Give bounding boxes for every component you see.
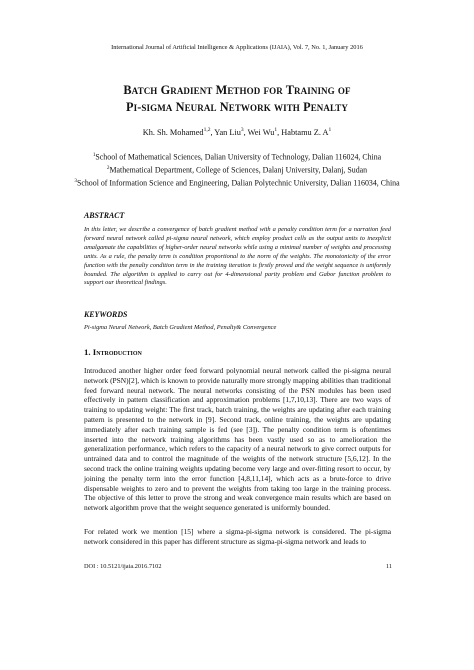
abstract-text: In this letter, we describe a convergence of batch gradient method with a penalty condition term for a narration feed forward neural network called pi-sigma neural network, which employ product cells as the output units to inexplicit amalgamate the capabilities of higher-order neural networks while using a minimal number of weights and processing units. As a rule, the penalty term is condition proportional to the norm of the weights. The monotonicity of the error function with the penalty condition term in the training iteration is firstly proved and the weight sequence is uniformly bounded. The algorithm is applied to carry out for 4-dimensional parity problem and Gabor function problem to support our theoretical findings. <box>84 226 391 287</box>
author-affil-mark: 1 <box>274 127 278 133</box>
affiliation-mark: 2 <box>106 164 110 171</box>
affiliation-text: Mathematical Department, College of Sciences, Dalanj University, Dalanj, Sudan <box>109 165 368 175</box>
doi-footer: DOI : 10.5121/ijaia.2016.7102 <box>84 563 162 570</box>
author-affil-mark: 3 <box>240 127 244 133</box>
affiliation-text: School of Information Science and Engineering, Dalian Polytechnic University, Dalian 116034, China <box>76 178 400 188</box>
affiliation-item <box>60 176 414 189</box>
section-heading <box>84 347 142 357</box>
author-list: Kh. Sh. Mohamed$^{1,2}$, Yan Liu$^3$, Wei Wu$^1$, Habtamu Z. $A^1$ <box>142 127 332 137</box>
author-affil-mark: 1,2 <box>203 127 211 133</box>
author-affil-mark: 1 <box>328 127 332 133</box>
section-heading-text: 1. Introduction <box>84 347 142 357</box>
keywords-text: Pi-sigma Neural Network, Batch Gradient Method, Penalty& Convergence <box>84 324 277 331</box>
author-name: Yan Liu <box>214 127 241 137</box>
affiliation-item <box>60 150 414 163</box>
affiliations <box>60 150 414 188</box>
paper-title <box>40 82 434 116</box>
title-line-1: Batch Gradient Method for Training of <box>123 83 351 97</box>
journal-header: International Journal of Artificial Intelligence & Applications (IJAIA), Vol. 7, No. 1, January 2016 <box>111 44 363 51</box>
author-name: Wei Wu <box>247 127 275 137</box>
keywords-heading: KEYWORDS <box>84 310 128 319</box>
affiliation-mark: 3 <box>74 177 77 184</box>
abstract-heading: ABSTRACT <box>84 211 125 220</box>
author-name: Kh. Sh. Mohamed <box>142 127 204 137</box>
page-number: 11 <box>386 563 393 570</box>
intro-paragraph-1: Introduced another higher order feed forward polynomial neural network called the pi-sigma neural network (PSN)[2], which is known to provide naturally more strongly mapping abilities than traditional feed forward neural network. The neural networks consisting of the PSN modules has been used effectively in pattern classification and approximation problems [1,7,10,13]. There are two ways of training to updating weight: The first track, batch training, the weights are updating after each training pattern is presented to the network in [9]. Second track, online training, the weights are updating immediately after each training sample is fed (see [3]). The penalty condition term is oftentimes inserted into the network training algorithms has been vastly used so as to amelioration the generalization performance, which refers to the capacity of a neural network to give correct outputs for untrained data and to control the magnitude of the weights of the network structure [5,6,12]. In the second track the online training weights updating become very large and over-fitting resort to occur, by joining the penalty term into the error function [4,8,11,14], which acts as a brute-force to drive dispensable weights to zero and to prevent the weights from taking too large in the training process. The objective of this letter to prove the strong and weak convergence main results which are based on network algorithm prove that the weight sequence generated is uniformly bounded. <box>84 366 391 513</box>
affiliation-text: School of Mathematical Sciences, Dalian University of Technology, Dalian 116024, China <box>95 152 382 162</box>
title-line-2: Pi-sigma Neural Network with Penalty <box>126 100 348 114</box>
affiliation-item <box>60 163 414 176</box>
affiliation-mark: 1 <box>92 152 96 158</box>
intro-paragraph-2: For related work we mention [15] where a sigma-pi-sigma network is considered. The pi-sigma network considered in this paper has different structure as sigma-pi-sigma network and leads to <box>84 527 391 546</box>
author-name: Habtamu Z. A <box>281 127 329 137</box>
